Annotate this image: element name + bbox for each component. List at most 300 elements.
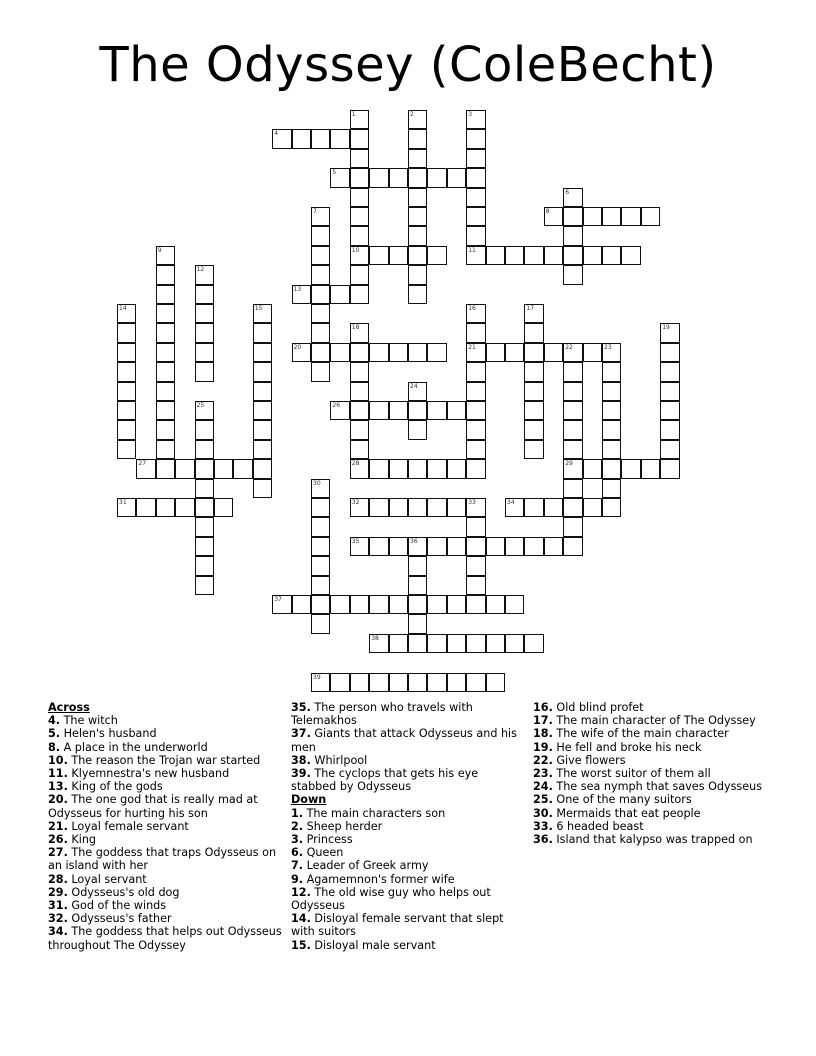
- grid-cell[interactable]: [330, 285, 349, 304]
- grid-cell[interactable]: [408, 595, 427, 614]
- clue-number: 2: [410, 111, 414, 118]
- grid-cell[interactable]: [544, 207, 563, 226]
- grid-cell[interactable]: [466, 673, 485, 692]
- grid-cell[interactable]: [408, 285, 427, 304]
- grid-cell[interactable]: [311, 556, 330, 575]
- grid-cell[interactable]: [117, 343, 136, 362]
- grid-cell[interactable]: [660, 382, 679, 401]
- grid-cell[interactable]: [136, 498, 155, 517]
- grid-cell[interactable]: [369, 595, 388, 614]
- grid-cell[interactable]: [408, 634, 427, 653]
- grid-cell[interactable]: [253, 382, 272, 401]
- grid-cell[interactable]: [195, 576, 214, 595]
- grid-cell[interactable]: [369, 459, 388, 478]
- grid-cell[interactable]: [195, 479, 214, 498]
- grid-cell[interactable]: [311, 537, 330, 556]
- clue-across-37: 37. Giants that attack Odysseus and his men: [291, 727, 517, 754]
- grid-cell[interactable]: [466, 168, 485, 187]
- clue-across-21: 21. Loyal female servant: [48, 819, 189, 833]
- grid-cell[interactable]: [447, 168, 466, 187]
- grid-cell[interactable]: [369, 673, 388, 692]
- grid-cell[interactable]: [505, 246, 524, 265]
- grid-cell[interactable]: [350, 595, 369, 614]
- grid-cell[interactable]: [253, 479, 272, 498]
- grid-cell[interactable]: [311, 498, 330, 517]
- grid-cell[interactable]: [408, 537, 427, 556]
- grid-cell[interactable]: [544, 246, 563, 265]
- clue-across-4: 4. The witch: [48, 714, 118, 728]
- grid-cell[interactable]: [350, 265, 369, 284]
- grid-cell[interactable]: [330, 595, 349, 614]
- grid-cell[interactable]: [427, 595, 446, 614]
- grid-cell[interactable]: [602, 207, 621, 226]
- grid-cell[interactable]: [350, 673, 369, 692]
- grid-cell[interactable]: [466, 537, 485, 556]
- grid-cell[interactable]: [621, 207, 640, 226]
- grid-cell[interactable]: [660, 343, 679, 362]
- grid-cell[interactable]: [350, 362, 369, 381]
- grid-cell[interactable]: [311, 479, 330, 498]
- grid-cell[interactable]: [195, 401, 214, 420]
- grid-cell[interactable]: [447, 459, 466, 478]
- grid-cell[interactable]: [583, 459, 602, 478]
- grid-cell[interactable]: [583, 498, 602, 517]
- clue-across-13: 13. King of the gods: [48, 780, 163, 794]
- grid-cell[interactable]: [505, 498, 524, 517]
- grid-cell[interactable]: [136, 459, 155, 478]
- grid-cell[interactable]: [486, 673, 505, 692]
- grid-cell[interactable]: [195, 498, 214, 517]
- grid-cell[interactable]: [447, 498, 466, 517]
- clue-across-31: 31. God of the winds: [48, 899, 167, 913]
- grid-cell[interactable]: [408, 382, 427, 401]
- grid-cell[interactable]: [524, 382, 543, 401]
- grid-cell[interactable]: [156, 362, 175, 381]
- grid-cell[interactable]: [389, 168, 408, 187]
- grid-cell[interactable]: [350, 226, 369, 245]
- grid-cell[interactable]: [311, 517, 330, 536]
- grid-cell[interactable]: [660, 440, 679, 459]
- grid-cell[interactable]: [524, 401, 543, 420]
- grid-cell[interactable]: [156, 498, 175, 517]
- grid-cell[interactable]: [466, 110, 485, 129]
- grid-cell[interactable]: [505, 537, 524, 556]
- grid-cell[interactable]: [350, 440, 369, 459]
- grid-cell[interactable]: [602, 382, 621, 401]
- grid-cell[interactable]: [641, 207, 660, 226]
- grid-cell[interactable]: [350, 285, 369, 304]
- grid-cell[interactable]: [408, 420, 427, 439]
- grid-cell[interactable]: [505, 343, 524, 362]
- clue-number: 14: [119, 305, 127, 312]
- clue-down-24: 24. The sea nymph that saves Odysseus: [533, 780, 763, 794]
- grid-cell[interactable]: [156, 459, 175, 478]
- grid-cell[interactable]: [195, 343, 214, 362]
- grid-cell[interactable]: [253, 420, 272, 439]
- grid-cell[interactable]: [427, 401, 446, 420]
- grid-cell[interactable]: [389, 537, 408, 556]
- grid-cell[interactable]: [195, 556, 214, 575]
- clue-down-36: 36. Island that kalypso was trapped on: [533, 833, 753, 847]
- grid-cell[interactable]: [156, 304, 175, 323]
- clue-down-30: 30. Mermaids that eat people: [533, 806, 701, 820]
- grid-cell[interactable]: [369, 498, 388, 517]
- grid-cell[interactable]: [156, 440, 175, 459]
- grid-cell[interactable]: [602, 459, 621, 478]
- clue-across-29: 29. Odysseus's old dog: [48, 885, 180, 899]
- grid-cell[interactable]: [350, 246, 369, 265]
- grid-cell[interactable]: [466, 188, 485, 207]
- grid-cell[interactable]: [583, 343, 602, 362]
- grid-cell[interactable]: [427, 246, 446, 265]
- clue-across-28: 28. Loyal servant: [48, 872, 147, 886]
- grid-cell[interactable]: [427, 634, 446, 653]
- grid-cell[interactable]: [563, 420, 582, 439]
- grid-cell[interactable]: [369, 634, 388, 653]
- grid-cell[interactable]: [466, 595, 485, 614]
- grid-cell[interactable]: [330, 129, 349, 148]
- grid-cell[interactable]: [466, 149, 485, 168]
- grid-cell[interactable]: [408, 188, 427, 207]
- grid-cell[interactable]: [292, 595, 311, 614]
- grid-cell[interactable]: [427, 673, 446, 692]
- grid-cell[interactable]: [602, 479, 621, 498]
- grid-cell[interactable]: [408, 265, 427, 284]
- grid-cell[interactable]: [311, 362, 330, 381]
- grid-cell[interactable]: [253, 304, 272, 323]
- grid-cell[interactable]: [466, 401, 485, 420]
- grid-cell[interactable]: [408, 614, 427, 633]
- grid-cell[interactable]: [156, 285, 175, 304]
- grid-cell[interactable]: [408, 246, 427, 265]
- grid-cell[interactable]: [408, 673, 427, 692]
- grid-cell[interactable]: [389, 343, 408, 362]
- grid-cell[interactable]: [524, 362, 543, 381]
- grid-cell[interactable]: [292, 285, 311, 304]
- grid-cell[interactable]: [117, 362, 136, 381]
- grid-cell[interactable]: [253, 362, 272, 381]
- grid-cell[interactable]: [447, 634, 466, 653]
- grid-cell[interactable]: [311, 595, 330, 614]
- grid-cell[interactable]: [583, 246, 602, 265]
- grid-cell[interactable]: [311, 304, 330, 323]
- grid-cell[interactable]: [292, 343, 311, 362]
- grid-cell[interactable]: [330, 168, 349, 187]
- grid-cell[interactable]: [466, 576, 485, 595]
- grid-cell[interactable]: [660, 401, 679, 420]
- grid-cell[interactable]: [563, 517, 582, 536]
- grid-cell[interactable]: [389, 634, 408, 653]
- grid-cell[interactable]: [195, 537, 214, 556]
- grid-cell[interactable]: [117, 304, 136, 323]
- grid-cell[interactable]: [175, 459, 194, 478]
- grid-cell[interactable]: [311, 673, 330, 692]
- grid-cell[interactable]: [602, 246, 621, 265]
- grid-cell[interactable]: [408, 168, 427, 187]
- grid-cell[interactable]: [427, 168, 446, 187]
- grid-cell[interactable]: [408, 343, 427, 362]
- grid-cell[interactable]: [233, 459, 252, 478]
- clue-across-11: 11. Klyemnestra's new husband: [48, 767, 230, 781]
- grid-cell[interactable]: [311, 323, 330, 342]
- grid-cell[interactable]: [466, 362, 485, 381]
- clue-number: 11: [468, 246, 476, 254]
- grid-cell[interactable]: [311, 226, 330, 245]
- grid-cell[interactable]: [505, 595, 524, 614]
- grid-cell[interactable]: [117, 420, 136, 439]
- grid-cell[interactable]: [427, 459, 446, 478]
- grid-cell[interactable]: [311, 285, 330, 304]
- grid-cell[interactable]: [408, 110, 427, 129]
- grid-cell[interactable]: [447, 537, 466, 556]
- clue-down-6: 6. Queen: [291, 846, 344, 860]
- clue-number: 20: [293, 343, 302, 351]
- clue-number: 8: [545, 208, 550, 215]
- grid-cell[interactable]: [350, 382, 369, 401]
- grid-cell[interactable]: [602, 401, 621, 420]
- grid-cell[interactable]: [563, 537, 582, 556]
- clue-down-17: 17. The main character of The Odyssey: [533, 714, 756, 728]
- clue-across-26: 26. King: [48, 833, 97, 847]
- grid-cell[interactable]: [660, 323, 679, 342]
- grid-cell[interactable]: [563, 265, 582, 284]
- grid-cell[interactable]: [524, 537, 543, 556]
- grid-cell[interactable]: [117, 440, 136, 459]
- grid-cell[interactable]: [563, 207, 582, 226]
- grid-cell[interactable]: [524, 634, 543, 653]
- grid-cell[interactable]: [408, 576, 427, 595]
- grid-cell[interactable]: [330, 343, 349, 362]
- clue-down-14: 14. Disloyal female servant that slept with suitors: [291, 912, 504, 939]
- clue-number: 1: [351, 111, 356, 118]
- clue-across-35: 35. The person who travels with Telemakhos: [291, 701, 473, 728]
- grid-cell[interactable]: [505, 634, 524, 653]
- grid-cell[interactable]: [563, 479, 582, 498]
- grid-cell[interactable]: [447, 595, 466, 614]
- grid-cell[interactable]: [563, 188, 582, 207]
- grid-cell[interactable]: [486, 246, 505, 265]
- clue-down-1: 1. The main characters son: [291, 806, 446, 820]
- grid-cell[interactable]: [524, 246, 543, 265]
- grid-cell[interactable]: [350, 420, 369, 439]
- clue-down-7: 7. Leader of Greek army: [291, 859, 429, 873]
- grid-cell[interactable]: [253, 323, 272, 342]
- grid-cell[interactable]: [486, 343, 505, 362]
- grid-cell[interactable]: [524, 498, 543, 517]
- grid-cell[interactable]: [253, 401, 272, 420]
- grid-cell[interactable]: [350, 129, 369, 148]
- grid-cell[interactable]: [563, 440, 582, 459]
- grid-cell[interactable]: [389, 401, 408, 420]
- grid-cell[interactable]: [369, 246, 388, 265]
- grid-cell[interactable]: [156, 343, 175, 362]
- grid-cell[interactable]: [466, 498, 485, 517]
- grid-cell[interactable]: [466, 343, 485, 362]
- grid-cell[interactable]: [544, 343, 563, 362]
- grid-cell[interactable]: [466, 634, 485, 653]
- grid-cell[interactable]: [253, 459, 272, 478]
- grid-cell[interactable]: [195, 265, 214, 284]
- grid-cell[interactable]: [660, 420, 679, 439]
- grid-cell[interactable]: [195, 420, 214, 439]
- grid-cell[interactable]: [311, 246, 330, 265]
- grid-cell[interactable]: [408, 207, 427, 226]
- clue-number: 22: [565, 343, 573, 351]
- grid-cell[interactable]: [563, 343, 582, 362]
- grid-cell[interactable]: [292, 129, 311, 148]
- grid-cell[interactable]: [195, 517, 214, 536]
- grid-cell[interactable]: [583, 207, 602, 226]
- grid-cell[interactable]: [253, 343, 272, 362]
- grid-cell[interactable]: [350, 343, 369, 362]
- grid-cell[interactable]: [389, 673, 408, 692]
- grid-cell[interactable]: [272, 595, 291, 614]
- grid-cell[interactable]: [524, 440, 543, 459]
- grid-cell[interactable]: [389, 498, 408, 517]
- grid-cell[interactable]: [563, 459, 582, 478]
- grid-cell[interactable]: [408, 149, 427, 168]
- puzzle-title: The Odyssey (ColeBecht): [99, 37, 717, 93]
- grid-cell[interactable]: [466, 246, 485, 265]
- grid-cell[interactable]: [544, 498, 563, 517]
- grid-cell[interactable]: [466, 517, 485, 536]
- grid-cell[interactable]: [350, 459, 369, 478]
- grid-cell[interactable]: [466, 207, 485, 226]
- grid-cell[interactable]: [156, 323, 175, 342]
- grid-cell[interactable]: [156, 420, 175, 439]
- grid-cell[interactable]: [156, 246, 175, 265]
- grid-cell[interactable]: [486, 537, 505, 556]
- grid-cell[interactable]: [214, 498, 233, 517]
- grid-cell[interactable]: [369, 343, 388, 362]
- grid-cell[interactable]: [602, 420, 621, 439]
- grid-cell[interactable]: [117, 498, 136, 517]
- grid-cell[interactable]: [466, 556, 485, 575]
- grid-cell[interactable]: [486, 595, 505, 614]
- grid-cell[interactable]: [563, 362, 582, 381]
- grid-cell[interactable]: [602, 343, 621, 362]
- grid-cell[interactable]: [311, 265, 330, 284]
- grid-cell[interactable]: [117, 382, 136, 401]
- grid-cell[interactable]: [195, 304, 214, 323]
- grid-cell[interactable]: [195, 440, 214, 459]
- grid-cell[interactable]: [466, 459, 485, 478]
- grid-cell[interactable]: [563, 382, 582, 401]
- clue-down-9: 9. Agamemnon's former wife: [291, 872, 455, 886]
- grid-cell[interactable]: [350, 188, 369, 207]
- grid-cell[interactable]: [350, 149, 369, 168]
- grid-cell[interactable]: [524, 304, 543, 323]
- clue-number: 13: [293, 285, 302, 293]
- grid-cell[interactable]: [350, 168, 369, 187]
- grid-cell[interactable]: [195, 323, 214, 342]
- grid-cell[interactable]: [466, 323, 485, 342]
- grid-cell[interactable]: [602, 362, 621, 381]
- clue-across-10: 10. The reason the Trojan war started: [48, 753, 261, 767]
- grid-cell[interactable]: [602, 498, 621, 517]
- grid-cell[interactable]: [195, 459, 214, 478]
- grid-cell[interactable]: [524, 420, 543, 439]
- grid-cell[interactable]: [350, 207, 369, 226]
- grid-cell[interactable]: [544, 537, 563, 556]
- grid-cell[interactable]: [563, 246, 582, 265]
- grid-cell[interactable]: [369, 168, 388, 187]
- grid-cell[interactable]: [175, 498, 194, 517]
- grid-cell[interactable]: [389, 595, 408, 614]
- grid-cell[interactable]: [660, 362, 679, 381]
- grid-cell[interactable]: [350, 323, 369, 342]
- grid-cell[interactable]: [272, 129, 291, 148]
- grid-cell[interactable]: [427, 498, 446, 517]
- grid-cell[interactable]: [408, 401, 427, 420]
- grid-cell[interactable]: [466, 440, 485, 459]
- grid-cell[interactable]: [311, 129, 330, 148]
- grid-cell[interactable]: [350, 401, 369, 420]
- grid-cell[interactable]: [466, 420, 485, 439]
- grid-cell[interactable]: [389, 246, 408, 265]
- grid-cell[interactable]: [330, 673, 349, 692]
- grid-cell[interactable]: [447, 401, 466, 420]
- grid-cell[interactable]: [408, 556, 427, 575]
- clue-number: 25: [196, 402, 205, 409]
- grid-cell[interactable]: [311, 343, 330, 362]
- grid-cell[interactable]: [466, 129, 485, 148]
- grid-cell[interactable]: [195, 285, 214, 304]
- grid-cell[interactable]: [602, 440, 621, 459]
- grid-cell[interactable]: [563, 401, 582, 420]
- grid-cell[interactable]: [253, 440, 272, 459]
- grid-cell[interactable]: [408, 459, 427, 478]
- grid-cell[interactable]: [447, 673, 466, 692]
- grid-cell[interactable]: [330, 401, 349, 420]
- grid-cell[interactable]: [117, 401, 136, 420]
- grid-cell[interactable]: [466, 226, 485, 245]
- grid-cell[interactable]: [621, 246, 640, 265]
- grid-cell[interactable]: [117, 323, 136, 342]
- grid-cell[interactable]: [408, 129, 427, 148]
- grid-cell[interactable]: [466, 382, 485, 401]
- grid-cell[interactable]: [311, 576, 330, 595]
- grid-cell[interactable]: [350, 537, 369, 556]
- grid-cell[interactable]: [524, 323, 543, 342]
- grid-cell[interactable]: [214, 459, 233, 478]
- grid-cell[interactable]: [621, 459, 640, 478]
- grid-cell[interactable]: [660, 459, 679, 478]
- grid-cell[interactable]: [156, 265, 175, 284]
- grid-cell[interactable]: [311, 614, 330, 633]
- grid-cell[interactable]: [156, 401, 175, 420]
- grid-cell[interactable]: [466, 304, 485, 323]
- grid-cell[interactable]: [389, 459, 408, 478]
- grid-cell[interactable]: [524, 343, 543, 362]
- grid-cell[interactable]: [350, 498, 369, 517]
- grid-cell[interactable]: [563, 226, 582, 245]
- clue-number: 6: [565, 188, 570, 196]
- grid-cell[interactable]: [641, 459, 660, 478]
- grid-cell[interactable]: [350, 110, 369, 129]
- grid-cell[interactable]: [408, 226, 427, 245]
- grid-cell[interactable]: [369, 401, 388, 420]
- grid-cell[interactable]: [408, 498, 427, 517]
- grid-cell[interactable]: [563, 498, 582, 517]
- grid-cell[interactable]: [486, 634, 505, 653]
- grid-cell[interactable]: [427, 343, 446, 362]
- grid-cell[interactable]: [195, 362, 214, 381]
- grid-cell[interactable]: [156, 382, 175, 401]
- grid-cell[interactable]: [369, 537, 388, 556]
- grid-cell[interactable]: [427, 537, 446, 556]
- grid-cell[interactable]: [311, 207, 330, 226]
